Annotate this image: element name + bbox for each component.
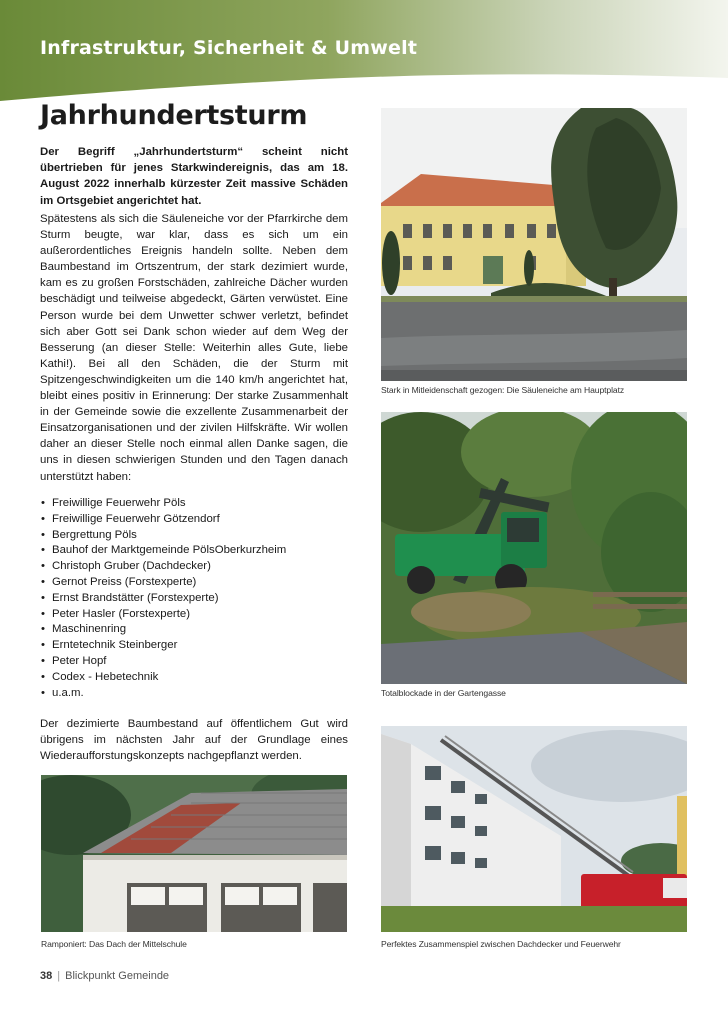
publication-name: Blickpunkt Gemeinde — [65, 970, 170, 982]
list-item: • Gernot Preiss (Forstexperte) — [40, 575, 348, 591]
school-photo-caption: Ramponiert: Das Dach der Mittelschule — [41, 939, 187, 949]
garden-lane-photo — [381, 412, 687, 684]
helpers-list — [40, 496, 348, 701]
list-item: • Bergrettung Pöls — [40, 528, 348, 544]
article-closing: Der dezimierte Baumbestand auf öffentlichem Gut wird übrigens im nächsten Jahr auf der Grundlage eines Wiederaufforstungskonzepts nachgepflanzt werden. — [40, 718, 348, 763]
fire-brigade-photo — [381, 726, 687, 932]
list-item: • Maschinenring — [40, 622, 348, 638]
list-item: • Peter Hasler (Forstexperte) — [40, 607, 348, 623]
page-footer — [40, 970, 169, 982]
page-number: 38 — [40, 970, 53, 982]
list-item: • Ernst Brandstätter (Forstexperte) — [40, 591, 348, 607]
section-title: Infrastruktur, Sicherheit & Umwelt — [40, 37, 418, 59]
garden-photo-caption: Totalblockade in der Gartengasse — [381, 688, 506, 698]
list-item: • Erntetechnik Steinberger — [40, 638, 348, 654]
firefighters-photo-caption: Perfektes Zusammenspiel zwischen Dachdecker und Feuerwehr — [381, 939, 621, 949]
oak-photo-caption: Stark in Mitleidenschaft gezogen: Die Säuleneiche am Hauptplatz — [381, 385, 625, 395]
list-item: • Christoph Gruber (Dachdecker) — [40, 559, 348, 575]
list-item: • Codex - Hebetechnik — [40, 670, 348, 686]
list-item: • u.a.m. — [40, 686, 348, 702]
article-lead: Der Begriff „Jahrhundertsturm“ scheint nicht übertrieben für jenes Starkwindereignis, das am 18. August 2022 innerhalb kürzester Zeit massive Schäden im Ortsgebiet angerichtet hat. — [40, 146, 348, 207]
footer-separator: | — [57, 970, 61, 982]
list-item: • Freiwillige Feuerwehr Pöls — [40, 496, 348, 512]
school-roof-photo — [41, 775, 347, 932]
list-item: • Freiwillige Feuerwehr Götzendorf — [40, 512, 348, 528]
oak-tree-photo — [381, 108, 687, 381]
list-item: • Peter Hopf — [40, 654, 348, 670]
article-title: Jahrhundertsturm — [40, 100, 308, 131]
article-body: Spätestens als sich die Säuleneiche vor der Pfarrkirche dem Sturm beugte, war klar, dass es sich um ein außerordentliches Ereignis handeln sollte. Neben dem Baumbestand im Ortszentrum, der stark dezimiert wurde, kam es zu großen Forstschäden, zahlreiche Dächer wurden beschädigt und teilweise abgedeckt, Gärten verwüstet. Eine Person wurde bei dem Unwetter schwer verletzt, befindet sich aber Gott sei Dank schon wieder auf dem Weg der Besserung (an dieser Stelle: Weiterhin alles Gute, liebe Kathi!). Bei all den Schäden, die der Sturm mit Spitzengeschwindigkeiten um die 140 km/h angerichtet hat, bleibt eines positiv in Erinnerung: Der starke Zusammenhalt in der Gemeinde sowie die exzellente Zusammenarbeit der Einsatzorganisationen und der zivilen Hilfskräfte. Wir wollen daher an dieser Stelle noch einmal allen Danke sagen, die uns in diesen schwierigen Stunden und den Tagen danach unterstützt haben: — [40, 213, 348, 483]
list-item: • Bauhof der Marktgemeinde PölsOberkurzheim — [40, 543, 348, 559]
section-banner — [0, 0, 728, 102]
